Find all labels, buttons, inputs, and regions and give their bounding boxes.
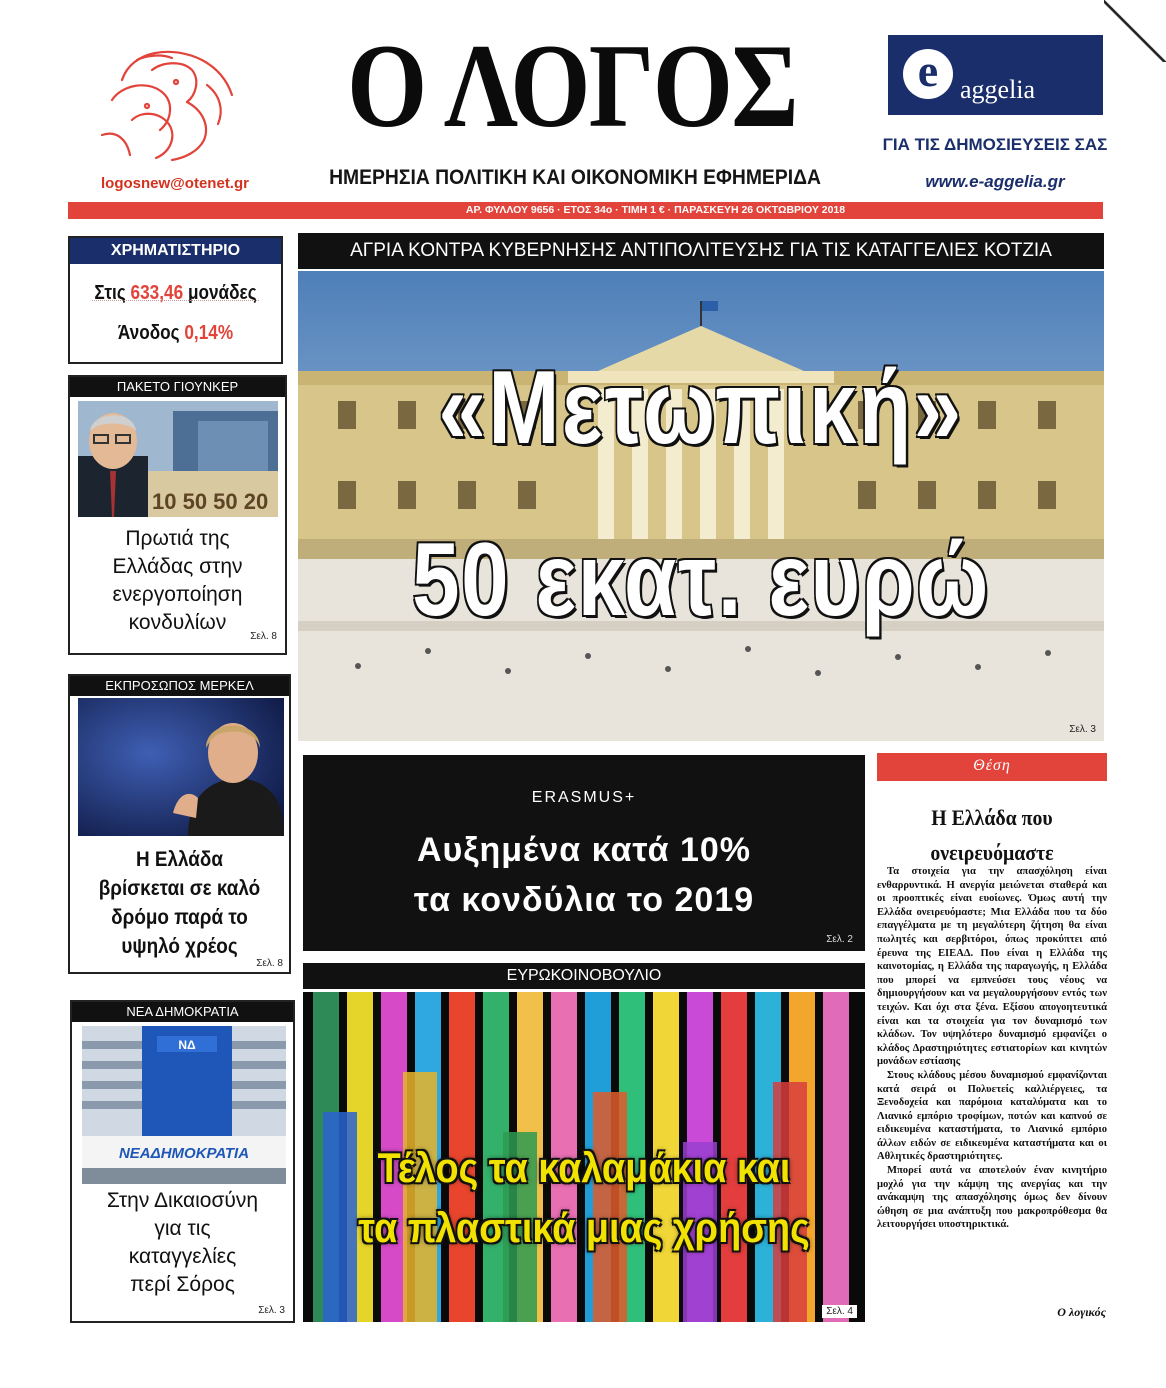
opinion-title-2[interactable]: ονειρευόμαστε xyxy=(930,840,1054,865)
story-headline-line: κονδυλίων xyxy=(128,611,227,634)
merkel-photo xyxy=(78,698,284,836)
nd-small-sign: ΝΔ xyxy=(178,1038,196,1052)
opinion-paragraph: Τα στοιχεία για την απασχόληση είναι ενθαρρυντικά. Η ανεργία μειώνεται σταθερά και οι προοπτικές είναι ευοίωνες. Όμως αυτή την Ελλάδα ονειρευόμαστε; Μια Ελλάδα που τα δύο επαγγέλματα με τη μεγαλύτερη ζήτηση θα είναι πωλητές και σερβιτόροι, όπως προκύπτει από έρευνα της ΕΙΕΑΔ. Που είναι η Ελλάδα της καινοτομίας, η Ελλάδα της παραγωγής, η Ελλάδα που μπορεί να εμπνεύσει τους νέους να δημιουργήσουν και να μεγαλουργήσουν εντός των τειχών. Και όχι στα ξένα. Εξίσου απογοητευτικά είναι και τα στοιχεία για τον δυναμισμό των κλάδων. Τον υψηλότερο δυναμισμό εμφανίζει ο κλάδος Δραστηριότητες εστιατορίων και κινητών μονάδων εστίασης xyxy=(877,866,1107,1068)
lead-story-parliament-photo[interactable] xyxy=(298,271,1104,741)
opinion-paragraph: Στους κλάδους μέσου δυναμισμού εμφανίζονται κατά σειρά οι Πολυετείς καλλιέργειες, τα Ξενοδοχεία και παρόμοια καταλύματα και το Λιανικό εμπόριο τροφίμων, ποτών και καπνού σε ειδικευμένα καταστήματα, το Λιανικό εμπόριο άλλων ειδών σε ειδικευμένα καταστήματα και οι Αθλητικές δραστηριότητες. xyxy=(877,1069,1107,1163)
contact-email[interactable]: logosnew@otenet.gr xyxy=(101,175,249,192)
opinion-paragraph: Μπορεί αυτά να αποτελούν έναν κινητήριο μοχλό για την κάμψη της ανεργίας και την ανάκαμψη της απασχόλησης όμως δεν δίνουν ώθηση σε μια ανάπτυξη που μακροπρόθεσμα θα λειτουργήσει υποστηρικτικά. xyxy=(877,1165,1107,1231)
page-reference: Σελ. 2 xyxy=(826,934,853,945)
europarl-straws-photo[interactable] xyxy=(303,992,865,1322)
opinion-signature: Ο λογικός xyxy=(1057,1305,1106,1319)
opinion-label-bar xyxy=(877,753,1107,781)
europarl-headline-1: Τέλος τα καλαμάκια και xyxy=(377,1144,791,1191)
nd-sign: ΝΕΑΔΗΜΟΚΡΑΤΙΑ xyxy=(118,1145,250,1162)
banknotes-text: 10 50 50 20 xyxy=(152,489,269,514)
opinion-label: Θέση xyxy=(973,757,1011,774)
story-headline-line: καταγγελίες xyxy=(128,1245,237,1268)
story-headline-line: δρόμο παρά το xyxy=(111,906,248,929)
issue-dateline: ΑΡ. ΦΥΛΛΟΥ 9656 · ΕΤΟΣ 34ο · ΤΙΜΗ 1 € · ΠΑΡΑΣΚΕΥΗ 26 ΟΚΤΩΒΡΙΟΥ 2018 xyxy=(68,202,1103,219)
e-aggelia-ad-logo[interactable] xyxy=(888,35,1103,115)
stock-header: ΧΡΗΜΑΤΙΣΤΗΡΙΟ xyxy=(70,238,281,264)
opinion-title-1[interactable]: Η Ελλάδα που xyxy=(931,805,1053,830)
erasmus-headline-2: τα κονδύλια το 2019 xyxy=(413,881,755,919)
story-label: ΠΑΚΕΤΟ ΓΙΟΥΝΚΕΡ xyxy=(70,377,285,397)
story-label: ΝΕΑ ΔΗΜΟΚΡΑΤΙΑ xyxy=(72,1002,293,1022)
page-reference: Σελ. 4 xyxy=(822,1305,857,1318)
europarl-label: ΕΥΡΩΚΟΙΝΟΒΟΥΛΙΟ xyxy=(303,963,865,989)
e-aggelia-letter: e xyxy=(903,49,953,99)
parliament-image xyxy=(298,271,1104,741)
story-new-democracy[interactable] xyxy=(70,1000,295,1323)
divider xyxy=(92,300,259,301)
page-reference: Σελ. 3 xyxy=(258,1305,285,1316)
e-aggelia-tagline: ΓΙΑ ΤΙΣ ΔΗΜΟΣΙΕΥΣΕΙΣ ΣΑΣ xyxy=(882,135,1108,154)
stock-index-value: 633,46 xyxy=(130,282,184,304)
story-headline-line: για τις xyxy=(154,1217,211,1240)
story-juncker-package[interactable] xyxy=(68,375,287,655)
story-label: ΕΚΠΡΟΣΩΠΟΣ ΜΕΡΚΕΛ xyxy=(70,676,289,696)
story-headline-line: υψηλό χρέος xyxy=(121,935,238,958)
story-headline-line: Πρωτιά της xyxy=(125,527,230,550)
story-headline-line: Στην Δικαιοσύνη xyxy=(106,1189,259,1212)
lead-headline-1: «Μετωπική» xyxy=(438,350,964,466)
story-headline-line: ενεργοποίηση xyxy=(112,583,243,606)
stock-change-value: 0,14% xyxy=(184,322,234,344)
stock-change-line: Άνοδος 0,14% xyxy=(117,322,234,344)
erasmus-kicker: ERASMUS+ xyxy=(531,789,637,806)
page-reference: Σελ. 3 xyxy=(1069,724,1096,735)
erasmus-story[interactable] xyxy=(303,755,865,951)
e-aggelia-word: aggelia xyxy=(960,75,1036,104)
page-reference: Σελ. 8 xyxy=(250,631,277,642)
stock-index-line: Στις 633,46 μονάδες xyxy=(94,282,257,304)
logo-faces-icon xyxy=(92,40,242,170)
erasmus-headline-1: Αυξημένα κατά 10% xyxy=(416,831,751,869)
nd-building-photo xyxy=(82,1026,286,1184)
story-headline-line: βρίσκεται σε καλό xyxy=(98,877,261,900)
newspaper-subtitle: ΗΜΕΡΗΣΙΑ ΠΟΛΙΤΙΚΗ ΚΑΙ ΟΙΚΟΝΟΜΙΚΗ ΕΦΗΜΕΡΙΔΑ xyxy=(329,166,821,189)
newspaper-title: Ο ΛΟΓΟΣ xyxy=(347,19,797,152)
story-headline-line: Η Ελλάδα xyxy=(135,848,223,871)
story-headline-line: Ελλάδας στην xyxy=(112,555,243,578)
story-headline-line: περί Σόρος xyxy=(130,1273,235,1296)
europarl-headline-2: τα πλαστικά μιας χρήσης xyxy=(358,1204,810,1251)
stock-exchange-box[interactable] xyxy=(68,236,283,364)
page-reference: Σελ. 8 xyxy=(256,958,283,969)
folded-corner xyxy=(1104,0,1166,62)
lead-kicker[interactable]: ΑΓΡΙΑ ΚΟΝΤΡΑ ΚΥΒΕΡΝΗΣΗΣ ΑΝΤΙΠΟΛΙΤΕΥΣΗΣ ΓΙΑ ΤΙΣ ΚΑΤΑΓΓΕΛΙΕΣ ΚΟΤΖΙΑ xyxy=(298,233,1104,269)
story-merkel-spokesman[interactable] xyxy=(68,674,291,974)
e-aggelia-url[interactable]: www.e-aggelia.gr xyxy=(925,172,1065,191)
opinion-body xyxy=(877,865,1107,1232)
lead-headline-2: 50 εκατ. ευρώ xyxy=(412,522,990,638)
juncker-photo xyxy=(78,401,278,517)
